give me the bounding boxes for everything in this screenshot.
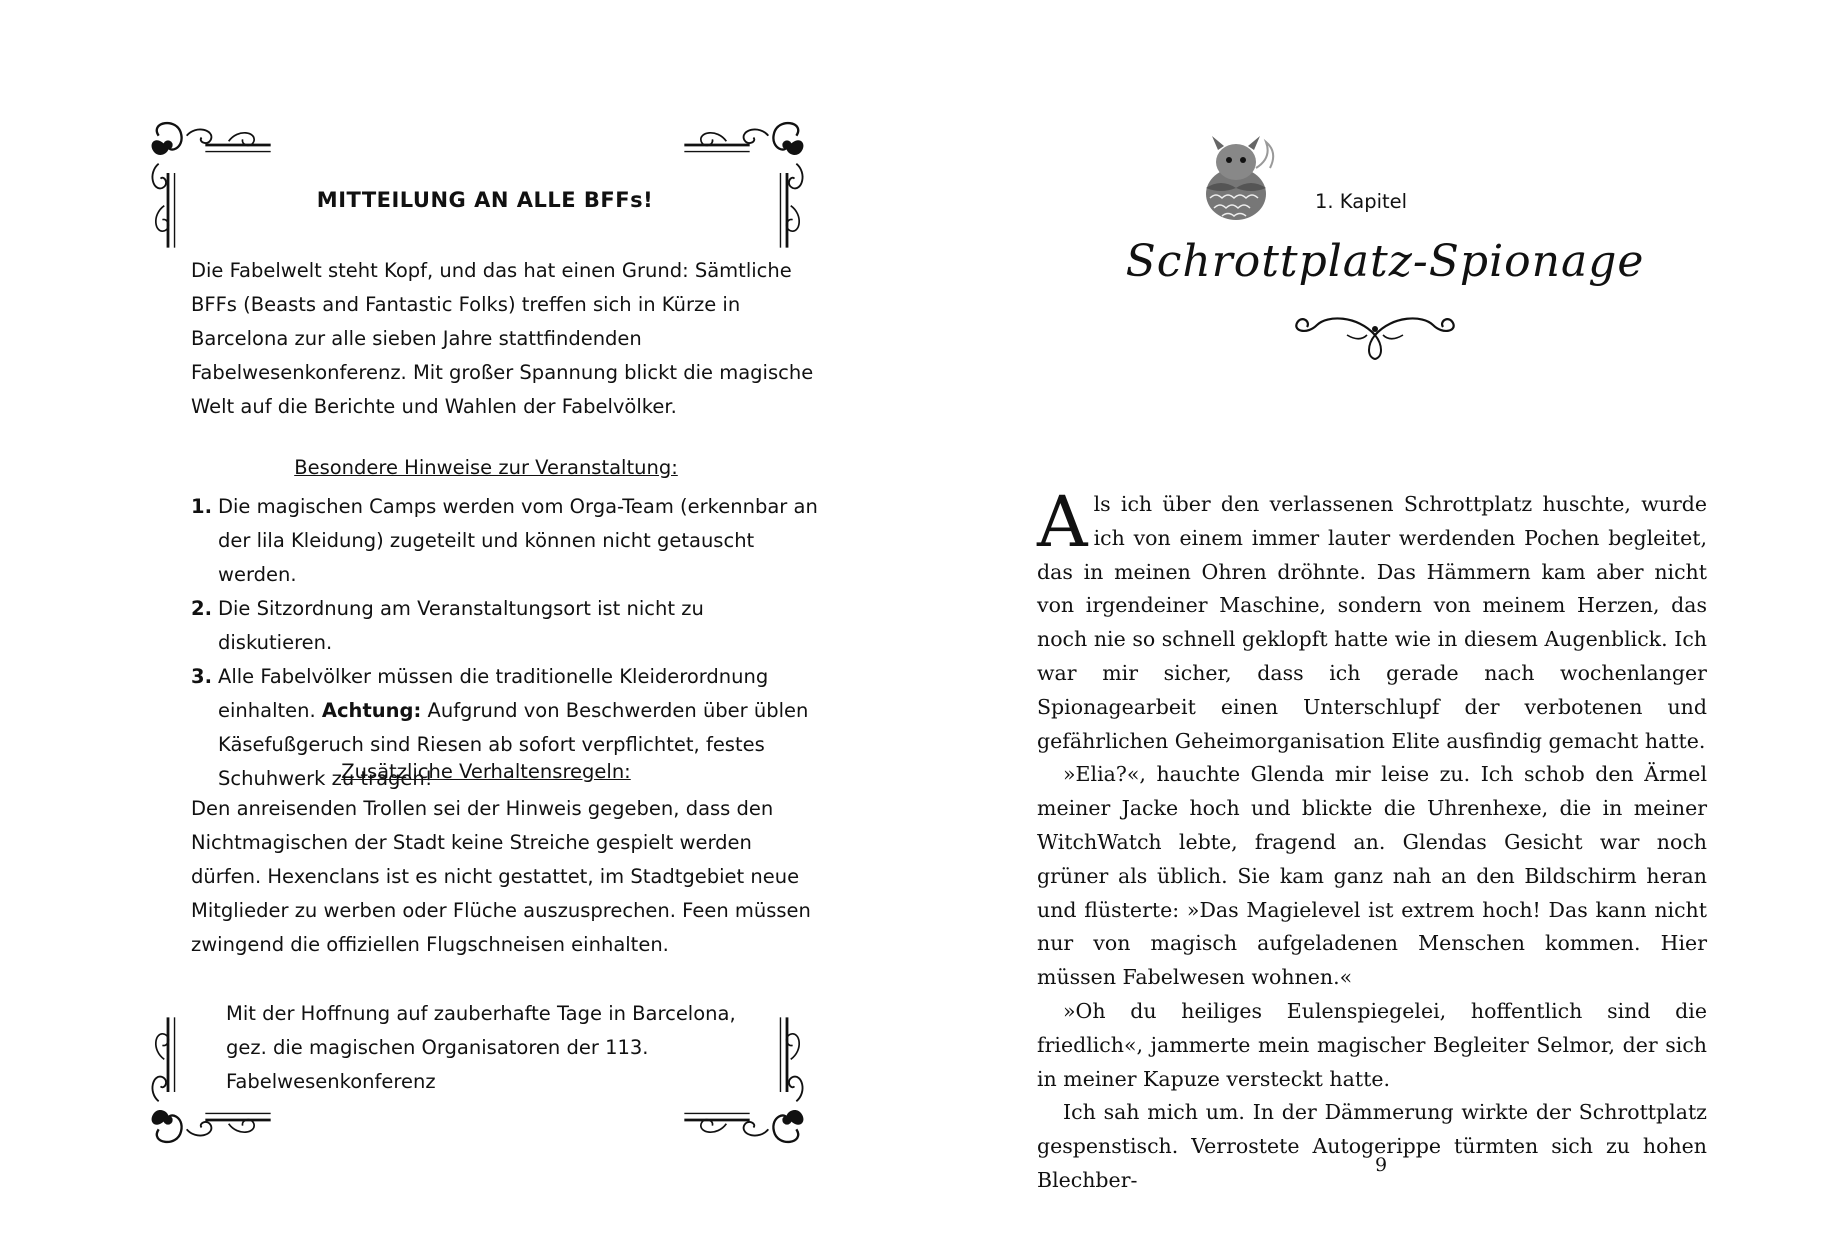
chapter-body bbox=[1037, 481, 1707, 1198]
dragon-egg-illustration bbox=[1186, 128, 1286, 224]
story-paragraph-text: ls ich über den verlassenen Schrottplatz huschte, wurde ich von einem immer lauter werdenden Pochen begleitet, das in meinen Ohren dröhnte. Das Hämmern kam aber nicht von irgendeiner Maschine, sondern von meinem Herzen, das noch nie so schnell geklopft hatte wie in diesem Augenblick. Ich war mir sicher, dass ich gerade nach wochenlanger Spionagearbeit einen Unterschlupf der verbotenen und gefährlichen Geheimorganisation Elite ausfindig gemacht hatte. bbox=[1037, 492, 1707, 753]
notice-intro bbox=[191, 254, 821, 424]
chapter-number: 1. Kapitel bbox=[1315, 190, 1408, 213]
rule-text: Die Sitzordnung am Veranstaltungsort ist nicht zu diskutieren. bbox=[218, 597, 704, 654]
chapter-title: Schrottplatz-Spionage bbox=[1125, 236, 1645, 287]
rule-number: 2. bbox=[191, 597, 212, 620]
rule-item bbox=[191, 490, 821, 592]
title-flourish bbox=[1287, 305, 1463, 363]
drop-cap: A bbox=[1037, 481, 1088, 563]
conduct-rules bbox=[191, 792, 821, 962]
story-paragraph: »Oh du heiliges Eulenspiegelei, hoffentlich sind die friedlich«, jammerte mein magischer Begleiter Selmor, der sich in meiner Kapuze versteckt hatte. bbox=[1037, 998, 1707, 1091]
rule-text-end: Aufgrund von Beschwerden über üblen Käsefußgeruch sind Riesen ab sofort verpflichtet, festes Schuhwerk zu tragen! bbox=[218, 699, 809, 790]
notice-intro-text: Die Fabelwelt steht Kopf, und das hat einen Grund: Sämtliche BFFs (Beasts and Fantastic Folks) treffen sich in Kürze in Barcelona zur alle sieben Jahre stattfindenden Fabelwesenkonferenz. Mit großer Spannung blickt die magische Welt auf die Berichte und Wahlen der Fabelvölker. bbox=[191, 259, 814, 418]
story-paragraph bbox=[1037, 481, 1707, 758]
rule-item bbox=[191, 592, 821, 660]
right-page bbox=[915, 0, 1831, 1240]
story-paragraph: Ich sah mich um. In der Dämmerung wirkte der Schrottplatz gespenstisch. Verrostete Autogerippe türmten sich zu hohen Blechber- bbox=[1037, 1100, 1707, 1192]
rule-warning-label: Achtung: bbox=[321, 699, 422, 722]
rules-list bbox=[191, 490, 821, 796]
corner-ornament-top-right bbox=[675, 112, 815, 262]
section-heading-conduct: Zusätzliche Verhaltensregeln: bbox=[341, 760, 631, 783]
rule-number: 1. bbox=[191, 495, 212, 518]
conduct-text: Den anreisenden Trollen sei der Hinweis gegeben, dass den Nichtmagischen der Stadt keine Streiche gespielt werden dürfen. Hexenclans ist es nicht gestattet, im Stadtgebiet neue Mitglieder zu werben oder Flüche auszusprechen. Feen müssen zwingend die offiziellen Flugschneisen einhalten. bbox=[191, 797, 811, 956]
rule-text-start: Alle Fabelvölker müssen die traditionelle Kleiderordnung einhalten. bbox=[218, 665, 769, 722]
section-heading-event-notes: Besondere Hinweise zur Veranstaltung: bbox=[294, 456, 678, 479]
left-page bbox=[0, 0, 915, 1240]
story-paragraph: »Elia?«, hauchte Glenda mir leise zu. Ich schob den Ärmel meiner Jacke hoch und blickte die Uhrenhexe, die in meiner WitchWatch lebte, fragend an. Glendas Gesicht war noch grüner als üblich. Sie kam ganz nah an den Bildschirm heran und flüsterte: »Das Magielevel ist extrem hoch! Das kann nicht nur von magisch aufgeladenen Menschen kommen. Hier müssen Fabelwesen wohnen.« bbox=[1037, 762, 1707, 990]
rule-number: 3. bbox=[191, 665, 212, 688]
page-number: 9 bbox=[1374, 1154, 1388, 1176]
signoff: Mit der Hoffnung auf zauberhafte Tage in Barcelona, gez. die magischen Organisatoren der 113. Fabelwesenkonferenz bbox=[226, 1002, 736, 1093]
corner-ornament-top-left bbox=[140, 112, 280, 262]
rule-text: Die magischen Camps werden vom Orga-Team (erkennbar an der lila Kleidung) zugeteilt und können nicht getauscht werden. bbox=[218, 495, 818, 586]
notice-title: MITTEILUNG AN ALLE BFFs! bbox=[316, 188, 654, 212]
